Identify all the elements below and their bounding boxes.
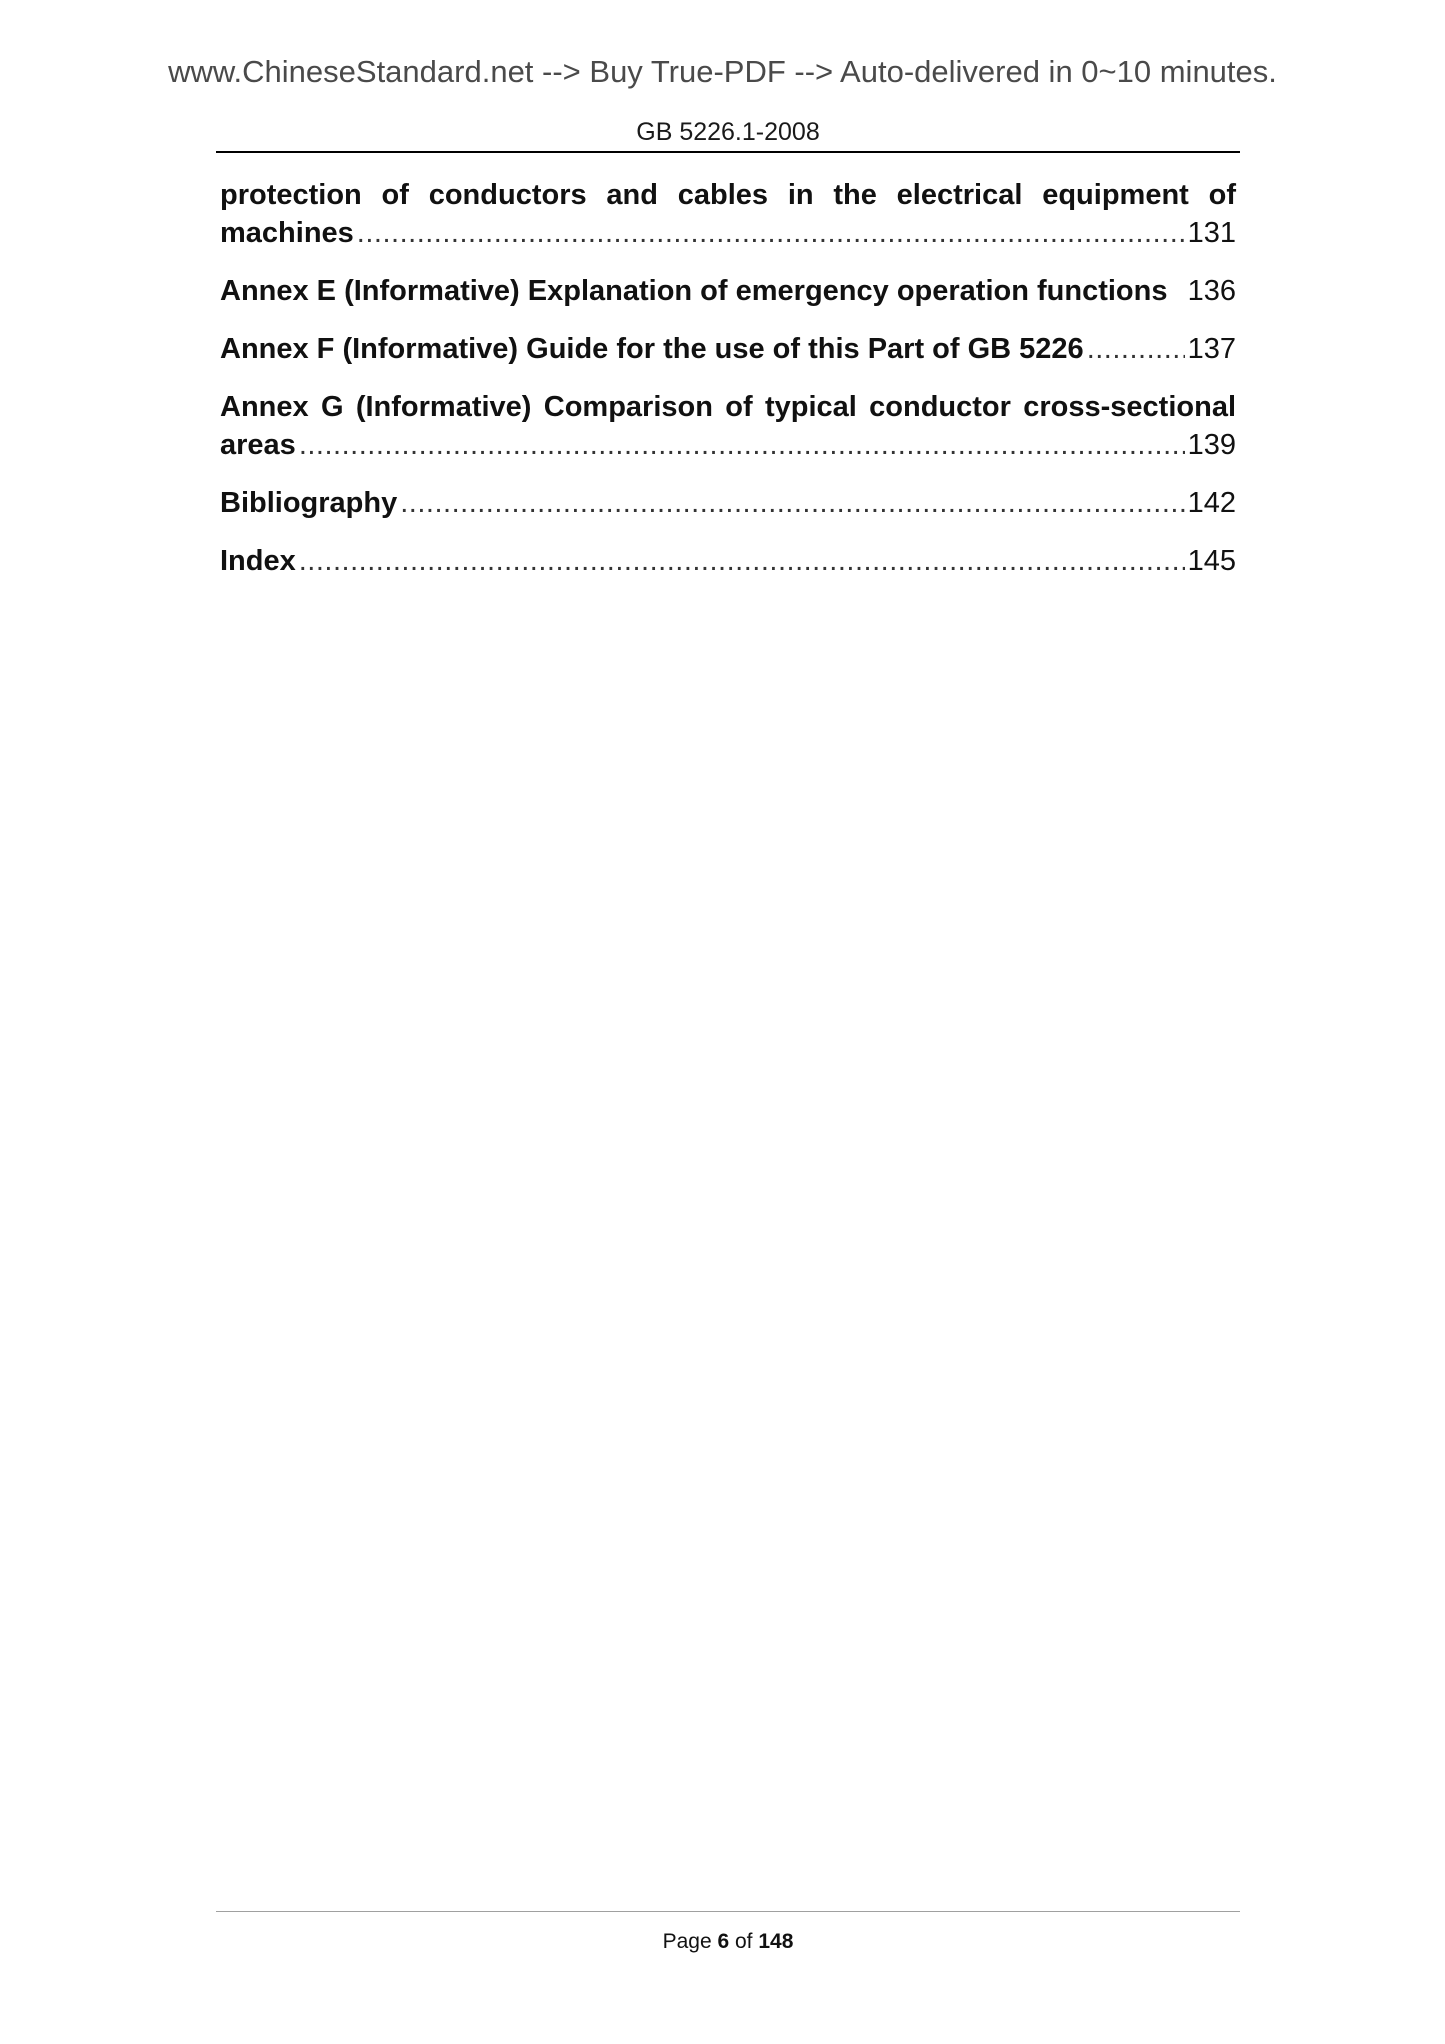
current-page-number: 6: [717, 1930, 730, 1953]
site-banner[interactable]: www.ChineseStandard.net --> Buy True-PDF --> Auto-delivered in 0~10 minutes.: [168, 54, 1277, 89]
dot-leader: [400, 484, 1184, 522]
toc-page-number: 131: [1187, 217, 1236, 249]
page-label: Page: [662, 1930, 712, 1953]
page-of-label: of: [735, 1930, 753, 1953]
toc-entry-title: Bibliography: [220, 487, 398, 519]
toc-page-number: 137: [1187, 333, 1236, 365]
dot-leader: [299, 542, 1185, 580]
toc-page-number: 145: [1187, 545, 1236, 577]
toc-page-number: 142: [1187, 487, 1236, 519]
toc-entry-title-line1: protection of conductors and cables in the electrical equipment of: [220, 179, 1236, 211]
toc-entry-title-line1: Annex G (Informative) Comparison of typical conductor cross-sectional: [220, 391, 1236, 423]
page-footer: [216, 1930, 1240, 1954]
toc-entry-annex-e[interactable]: [220, 272, 1236, 310]
toc-entry-protection-of-conductors[interactable]: [220, 176, 1236, 252]
toc-entry-title-line2: areas: [220, 429, 296, 461]
table-of-contents: [220, 176, 1236, 600]
toc-entry-title-line2: machines: [220, 217, 354, 249]
dot-leader: [1087, 330, 1185, 368]
dot-leader: [357, 214, 1185, 252]
toc-entry-title: Annex E (Informative) Explanation of emergency operation functions: [220, 275, 1168, 307]
total-page-count: 148: [758, 1930, 794, 1953]
footer-divider: [216, 1911, 1240, 1912]
toc-entry-bibliography[interactable]: [220, 484, 1236, 522]
toc-entry-annex-g[interactable]: [220, 388, 1236, 464]
standard-number-header: GB 5226.1-2008: [636, 118, 820, 146]
toc-page-number: 136: [1187, 275, 1236, 307]
header-divider: [216, 151, 1240, 153]
toc-entry-title: Annex F (Informative) Guide for the use of this Part of GB 5226: [220, 333, 1084, 365]
toc-entry-title: Index: [220, 545, 296, 577]
toc-entry-index[interactable]: [220, 542, 1236, 580]
dot-leader: [299, 426, 1185, 464]
toc-entry-annex-f[interactable]: [220, 330, 1236, 368]
toc-page-number: 139: [1187, 429, 1236, 461]
